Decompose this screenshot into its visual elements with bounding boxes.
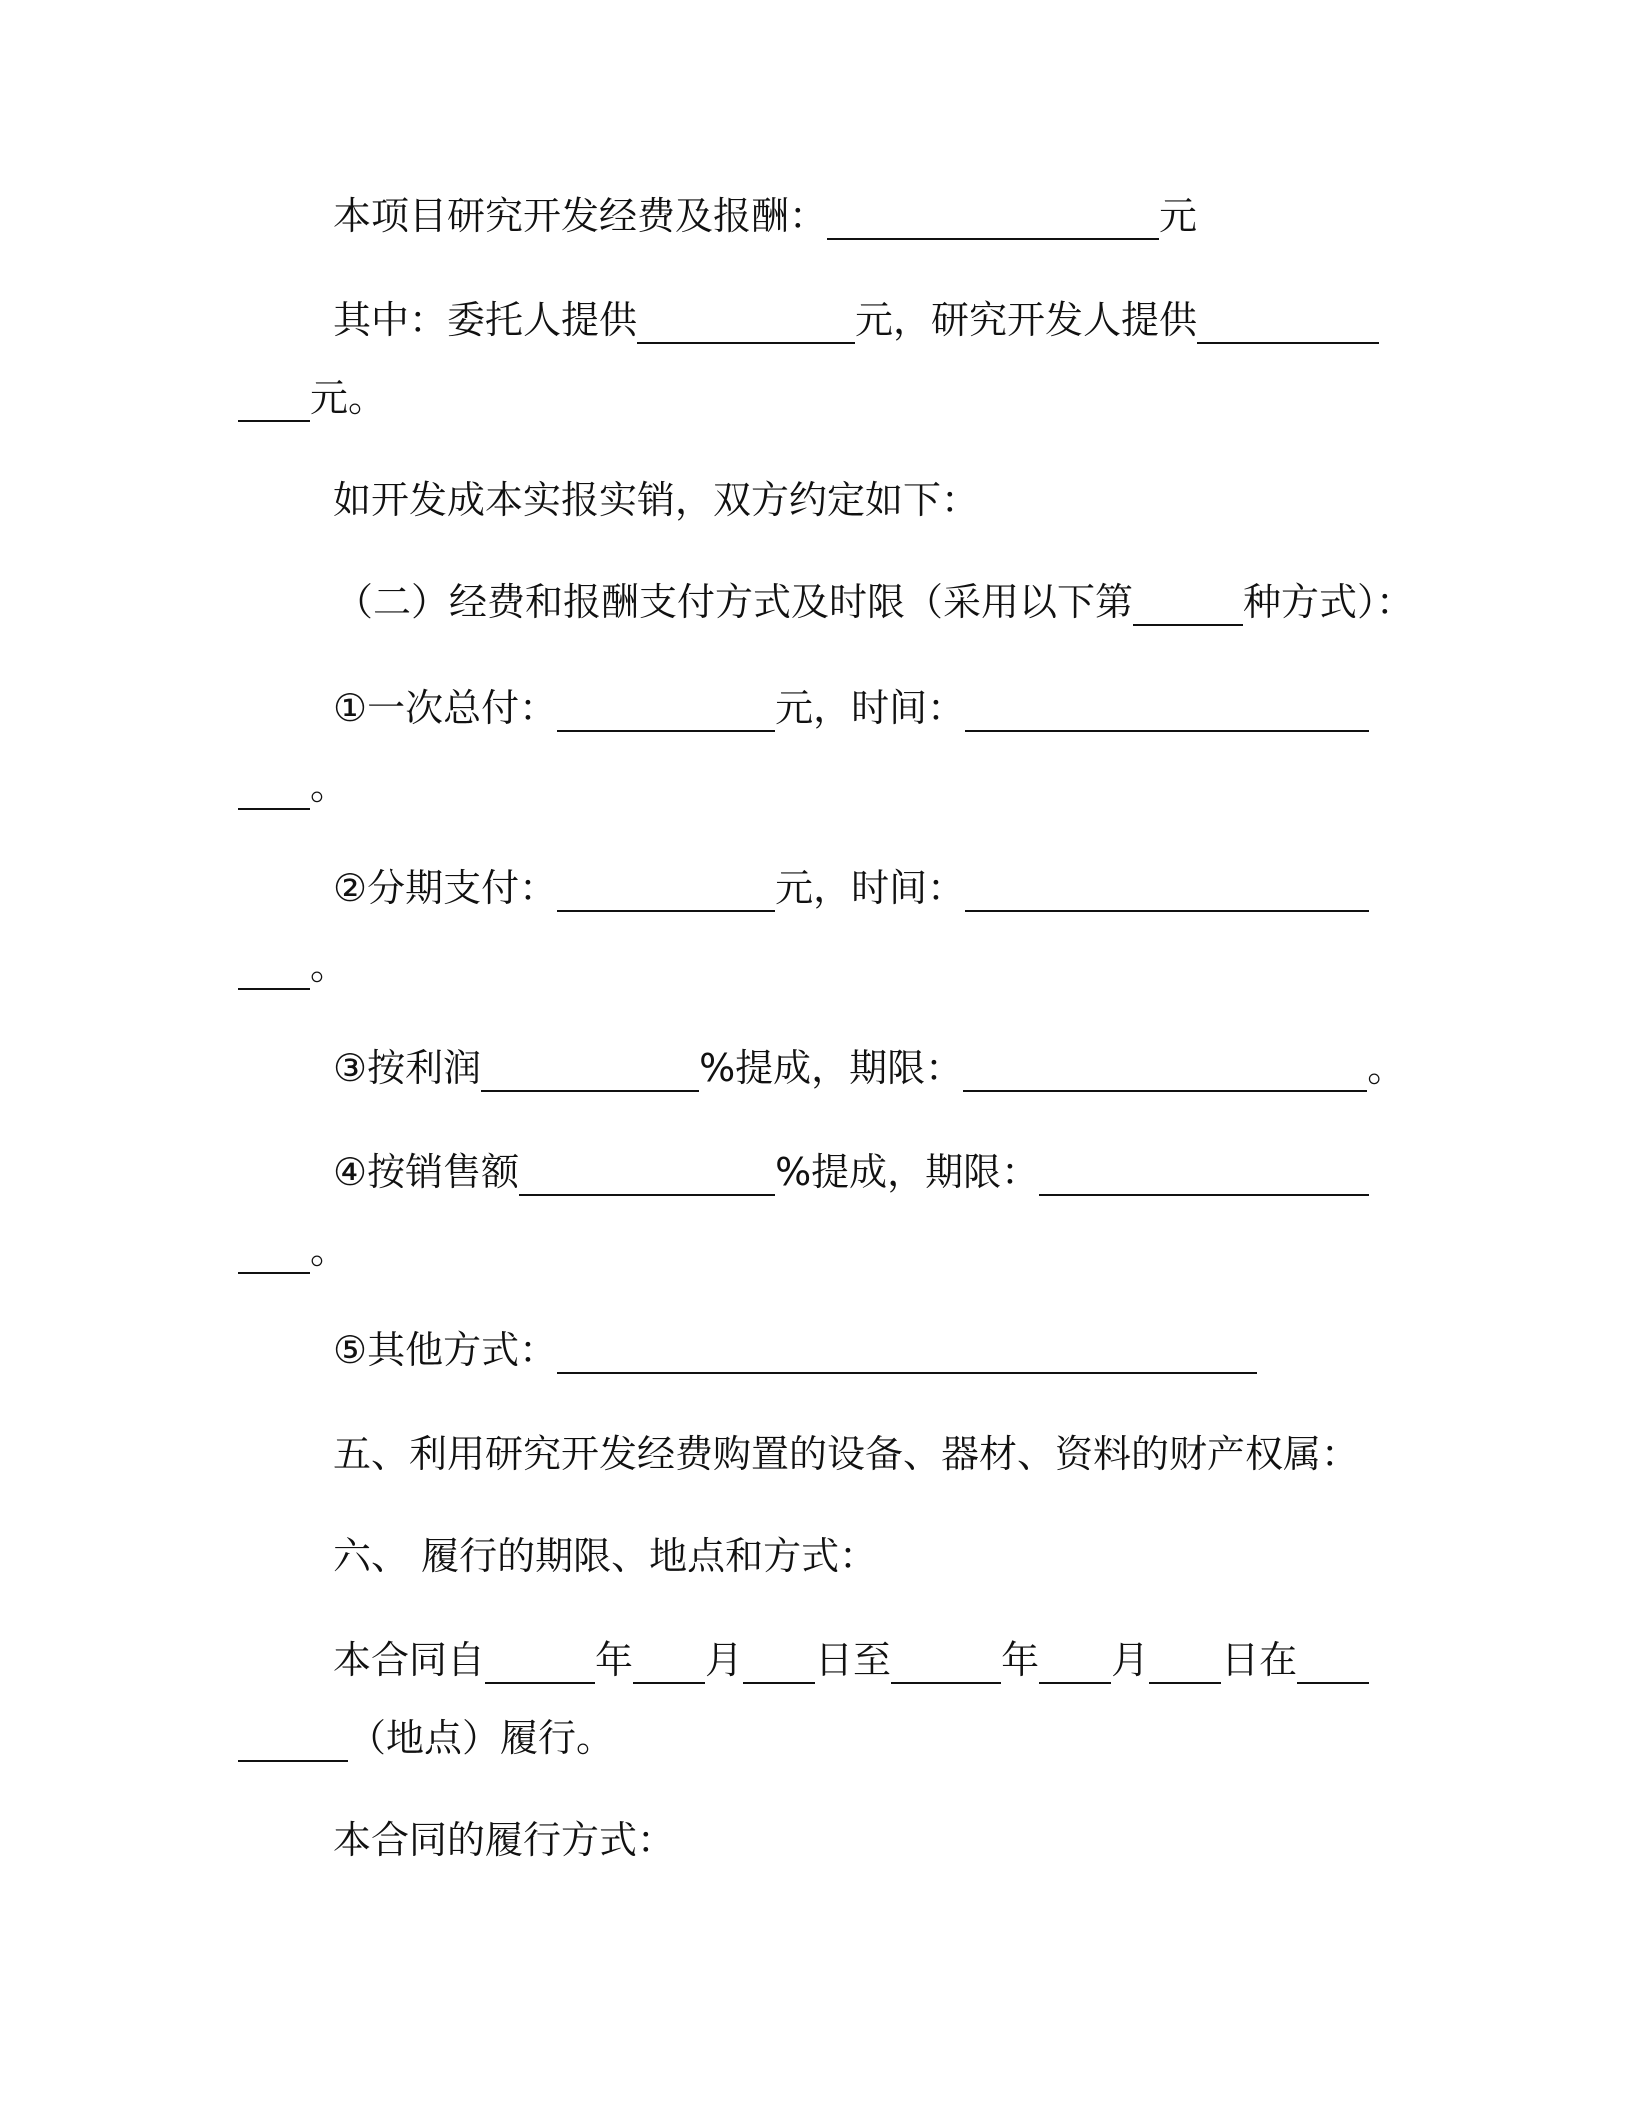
performance-method-text: 本合同的履行方式： [333,1818,676,1862]
payment-method-suffix: 种方式）： [1243,580,1415,624]
funding-split-line-cont [238,370,386,426]
property-rights-text: 五、利用研究开发经费购置的设备、器材、资料的财产权属： [333,1432,1360,1476]
profit-term-label: %提成，期限： [699,1046,964,1090]
lump-sum-time-label: 元，时间： [775,686,966,730]
actual-cost-paragraph [333,472,979,528]
installment-time-label: 元，时间： [775,866,966,910]
funding-label: 本项目研究开发经费及报酬： [333,194,828,238]
sales-share-line [333,1144,1369,1200]
lump-sum-end: 。 [310,764,349,808]
installment-time-blank-cont[interactable] [238,944,310,990]
client-provides-label: 其中：委托人提供 [333,298,638,342]
location-blank[interactable] [1297,1638,1369,1684]
performance-text: 六、 履行的期限、地点和方式： [333,1534,878,1578]
lump-sum-time-blank-cont[interactable] [238,764,310,810]
contract-period-line-cont [238,1710,614,1766]
sales-term-blank-cont[interactable] [238,1228,310,1274]
developer-provides-label: 元，研究开发人提供 [855,298,1198,342]
end-day-label: 日在 [1221,1638,1298,1682]
sales-percent-blank[interactable] [519,1150,775,1196]
installment-amount-blank[interactable] [557,866,775,912]
funding-unit: 元 [1159,194,1198,238]
profit-share-line [333,1040,1405,1096]
payment-method-label: （二）经费和报酬支付方式及时限（采用以下第 [335,580,1134,624]
profit-term-blank[interactable] [963,1046,1367,1092]
other-method-blank[interactable] [557,1328,1257,1374]
payment-method-heading [335,574,1414,630]
sales-term-label: %提成，期限： [775,1150,1040,1194]
sales-share-line-cont [238,1222,348,1278]
performance-heading [333,1528,877,1584]
profit-share-label: ③按利润 [333,1046,482,1090]
end-day-blank[interactable] [1149,1638,1221,1684]
sales-share-end: 。 [310,1228,349,1272]
lump-sum-line-cont [238,758,348,814]
end-year-label: 年 [1001,1638,1040,1682]
location-label: （地点）履行。 [348,1716,615,1760]
start-day-blank[interactable] [743,1638,815,1684]
developer-amount-blank[interactable] [1197,298,1379,344]
performance-method-line [333,1812,675,1868]
start-day-label: 日至 [815,1638,892,1682]
end-year-blank[interactable] [891,1638,1001,1684]
end-month-blank[interactable] [1039,1638,1111,1684]
location-blank-cont[interactable] [238,1716,348,1762]
funding-split-line [333,292,1379,348]
funding-amount-line [333,188,1197,244]
actual-cost-text: 如开发成本实报实销，双方约定如下： [333,478,980,522]
start-year-blank[interactable] [485,1638,595,1684]
start-month-label: 月 [705,1638,744,1682]
start-year-label: 年 [595,1638,634,1682]
installment-end: 。 [310,944,349,988]
contract-period-line [333,1632,1369,1688]
developer-amount-blank-cont[interactable] [238,376,310,422]
other-method-line [333,1322,1257,1378]
payment-method-number-blank[interactable] [1133,580,1243,626]
installment-line-cont [238,938,348,994]
start-month-blank[interactable] [633,1638,705,1684]
funding-split-end: 元。 [310,376,387,420]
lump-sum-label: ①一次总付： [333,686,558,730]
client-amount-blank[interactable] [637,298,855,344]
lump-sum-amount-blank[interactable] [557,686,775,732]
lump-sum-time-blank[interactable] [965,686,1369,732]
installment-label: ②分期支付： [333,866,558,910]
installment-line [333,860,1369,916]
profit-share-end: 。 [1367,1046,1406,1090]
sales-term-blank[interactable] [1039,1150,1369,1196]
property-rights-heading [333,1426,1359,1482]
funding-amount-blank[interactable] [827,194,1159,240]
profit-percent-blank[interactable] [481,1046,699,1092]
installment-time-blank[interactable] [965,866,1369,912]
lump-sum-line [333,680,1369,736]
end-month-label: 月 [1111,1638,1150,1682]
other-method-label: ⑤其他方式： [333,1328,558,1372]
sales-share-label: ④按销售额 [333,1150,520,1194]
contract-from-label: 本合同自 [333,1638,486,1682]
